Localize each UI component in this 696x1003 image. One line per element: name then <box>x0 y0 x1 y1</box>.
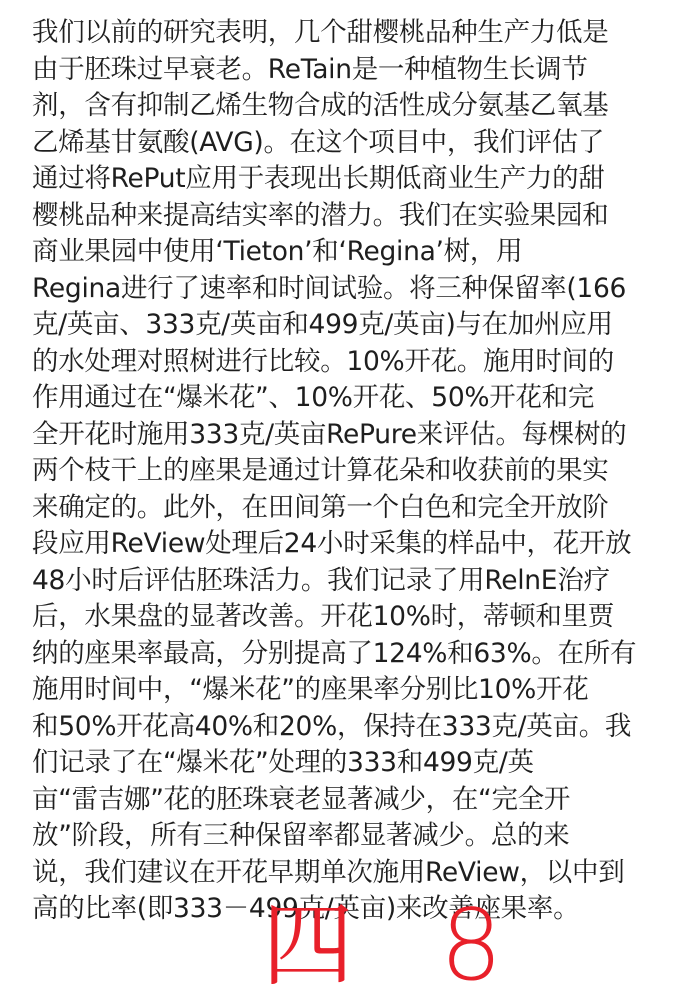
text-line: 纳的座果率最高，分别提高了124%和63%。在所有 <box>32 637 637 669</box>
text-line: 樱桃品种来提高结实率的潜力。我们在实验果园和 <box>32 199 609 231</box>
text-line: Regina进行了速率和时间试验。将三种保留率(166 <box>32 272 627 304</box>
text-line: 说，我们建议在开花早期单次施用ReView，以中到 <box>32 856 625 888</box>
text-line: 剂，含有抑制乙烯生物合成的活性成分氨基乙氧基 <box>32 90 609 121</box>
text-line: 们记录了在“爆米花”处理的333和499克/英 <box>32 747 534 778</box>
text-line: 通过将RePut应用于表现出长期低商业生产力的甜 <box>32 163 605 194</box>
text-line: 的水处理对照树进行比较。10%开花。施用时间的 <box>32 345 615 377</box>
text-line: 后，水果盘的显著改善。开花10%时，蒂顿和里贾 <box>32 601 615 632</box>
text-line: 来确定的。此外，在田间第一个白色和完全开放阶 <box>32 491 609 523</box>
text-line: 克/英亩、333克/英亩和499克/英亩)与在加州应用 <box>32 309 613 340</box>
handwritten-mark-four: 四 <box>262 892 355 999</box>
handwritten-mark-eight: 8 <box>440 889 503 1003</box>
text-line: 段应用ReView处理后24小时采集的样品中，花开放 <box>32 528 632 559</box>
text-line: 全开花时施用333克/英亩RePure来评估。每棵树的 <box>32 418 627 450</box>
paragraph <box>32 15 668 928</box>
text-line: 乙烯基甘氨酸(AVG)。在这个项目中，我们评估了 <box>32 126 605 158</box>
text-line: 亩“雷吉娜”花的胚珠衰老显著减少，在“完全开 <box>32 783 571 815</box>
text-line: 两个枝干上的座果是通过计算花朵和收获前的果实 <box>32 455 609 486</box>
text-line: 我们以前的研究表明，几个甜樱桃品种生产力低是 <box>32 17 609 48</box>
text-line: 施用时间中，“爆米花”的座果率分别比10%开花 <box>32 674 589 705</box>
text-line: 商业果园中使用‘Tieton’和‘Regina’树，用 <box>32 236 523 267</box>
text-line: 和50%开花高40%和20%，保持在333克/英亩。我 <box>32 710 632 742</box>
text-line: 由于胚珠过早衰老。ReTain是一种植物生长调节 <box>32 53 588 85</box>
text-line: 放”阶段，所有三种保留率都显著减少。总的来 <box>32 820 570 851</box>
text-line: 48小时后评估胚珠活力。我们记录了用RelnE治疗 <box>32 564 610 596</box>
text-line: 高的比率(即333－499克/英亩)来改善座果率。 <box>32 893 580 924</box>
text-line: 作用通过在“爆米花”、10%开花、50%开花和完 <box>32 382 595 413</box>
